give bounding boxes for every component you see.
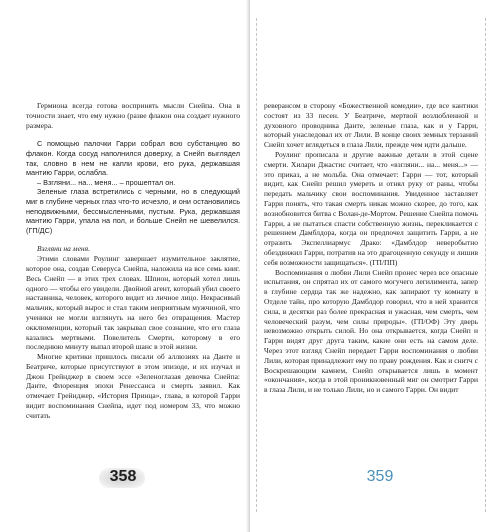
right-page xyxy=(250,0,500,532)
quote-block xyxy=(26,139,240,235)
paragraph: Роулинг прописала и другие важные детали в этой сцене смерти. Хилари Джастис считает, что «взгляни... на... меня...» — это приказ, а не мольба. Она отмечает: Гарри — тот, который видит, как Снейп решил умереть и отнял руку от раны, чтобы передать мальчику свои воспоминания. Увиденное заставляет Гарри понять, что такая смерть никак можно скорее, до того, как вознобновится битва с Волан-де-Мортом. Решение Снейпа помочь Гарри, а не пытаться спасти собственную жизнь, перекликается с решением Дамблдора, когда он предпочел защитить Гарри, а не отразить Экспеллиармус Драко: «Дамблдор неверобытно обездвижил Гарри, потратив на это драгоценную секунду и лишив себя возможности защищаться». (ГП/ПП) xyxy=(264,149,478,267)
margin-line xyxy=(485,18,486,512)
paragraph: реверансом в сторону «Божественной комедии», где все кантики состоят из 33 песен. У Беатриче, мертвой возлюбленной и духовного проводника Данте, зеленые глаза, как и у Гарри, который унаследовал их от Лили. В конце своих земных терзаний Снейп хочет вглядеться в глаза Лили, прежде чем идти дальше. xyxy=(264,101,478,150)
left-page-text xyxy=(26,101,240,421)
left-page xyxy=(0,0,248,532)
quote-line: С помощью палочки Гарри собрал всю субстанцию во флакон. Когда сосуд наполнился доверху, а Снейп выглядел так, словно в нем не капли крови, его рука, державшая мантию Гарри, ослабла. xyxy=(26,139,240,178)
paragraph: Гермиона всегда готова воспринять мысли Снейпа. Она в точности знает, что ему нужно (разве флакон она создает нужного размера. xyxy=(26,101,240,130)
page-number: 359 xyxy=(366,468,394,485)
margin-line xyxy=(256,18,257,512)
right-page-text xyxy=(264,101,478,395)
paragraph: Воспоминания о любви Лили Снейп пронес через все опасные испытания, он спрятал их от самого могучего легилимента, запер в глубине сердца так же надежно, как запирают ту комнату в Отделе тайн, про которую Дамблдор говорил, что в ней хранится сила, в десятки раз более прекрасная и ужасная, чем смерть, чем человеческий разум, чем силы природы». (ГП/ОФ) Эту дверь невозможно открыть силой. Но она открывается, когда Снейп и Гарри видят друг друга таким, какие они есть на самом деле. Через этот взгляд Снейп передает Гарри воспоминания о любви Лили, которая принадлежит ему по праву рождения. Как и снитч с Воскрешающим камнем, Снейп открывается лишь в момент «окончания», когда в этой проникновенный миг он смотрит Гарри в глаза Лили, и не только Лили, но и самого Гарри. Он видит xyxy=(264,267,478,395)
paragraph: Многие критики пришлось писали об аллюзиях на Данте и Беатриче, которые присутствуют в этом эпизоде, и их изучал и Джон Грейнджер в своем эссе «Зеленоглазая девочка Снейпа: Данте, Флоренция эпохи Ренессанса и смерть заявил. Как отмечает Грейнджер, «История Принца», глава, в которой Гарри видит воспоминания Снейпа, идет под номером 33, что можно считать xyxy=(26,352,240,420)
quote-line: – Взгляни... на... меня... – прошептал он. xyxy=(37,177,176,187)
italic-heading: Взгляни на меня. xyxy=(37,244,90,254)
page-number: 358 xyxy=(109,468,137,485)
quote-line: Зеленые глаза встретились с черными, но в следующий миг в глубине черных глаз что-то исчезло, и они остановились неподвижными, бессмысленными, пустым. Рука, державшая мантию Гарри, упала на пол, и больше Снейп не шевелился. (ГП/ДС) xyxy=(26,187,240,235)
paragraph: Этими словами Роулинг завершает изумительное заклятие, которое она, создав Северуса Снейпа, наложила на все семь книг. Весь Снейп — в этих трех словах. Шпион, который хотел лишь одного — чтобы его увидели. Двойной агент, который убил своего наставника, человек, которого видит из личное лицо. Некрасивый мальчик, который вырос и стал таким неприятным мужчиной, что ученики не могли взглянуть на него без отвращения. Мастер окклюменции, который так закрывал свое сознание, что его глаза казались мертвыми. Повелитель Смерти, которому в его последнюю минуту выпал второй шанс в этой жизни. xyxy=(26,254,240,352)
